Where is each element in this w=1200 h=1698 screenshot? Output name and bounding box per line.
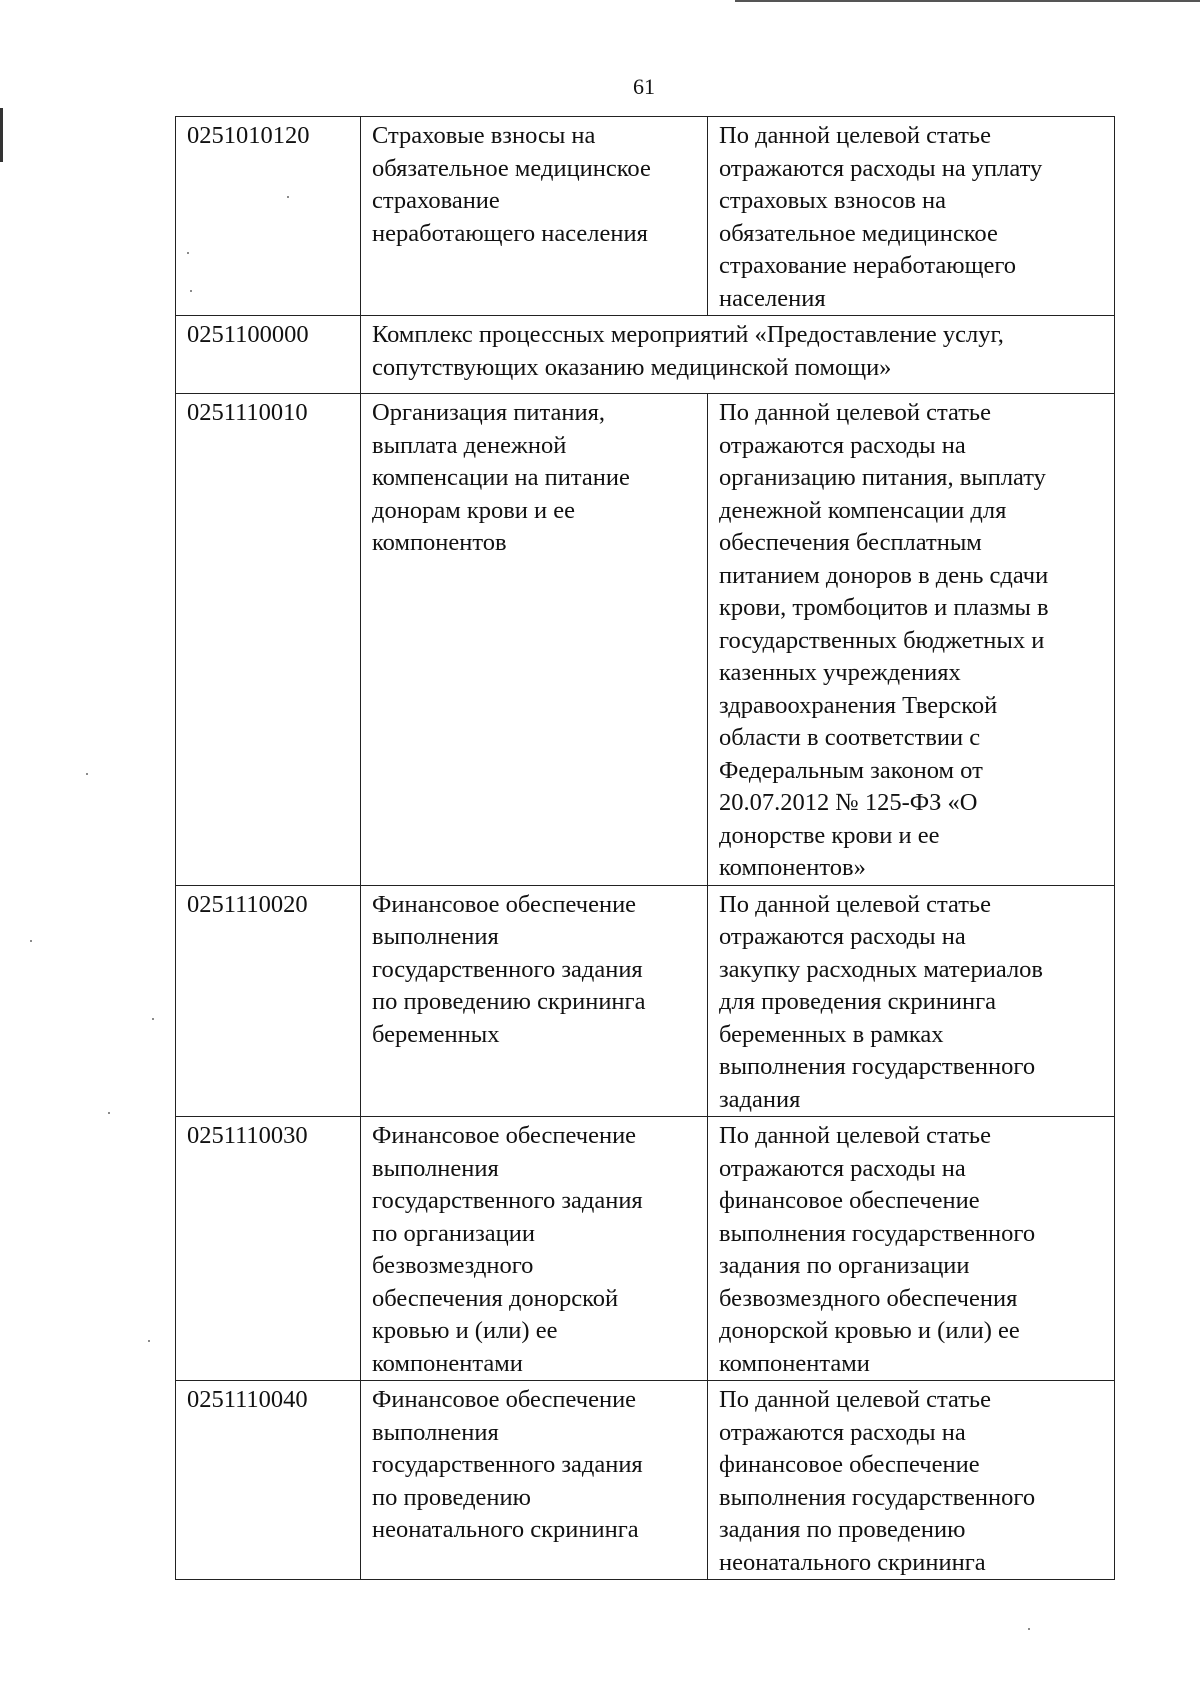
budget-classification-table	[175, 116, 1115, 1580]
target-article-code: 0251110020	[176, 885, 361, 1117]
page-number: 61	[633, 74, 655, 99]
scan-speck	[108, 1112, 110, 1114]
target-article-code: 0251100000	[176, 316, 361, 394]
expense-name: Финансовое обеспечение выполнения государственного задания по проведению неонатального скрининга	[361, 1381, 708, 1580]
section-title: Комплекс процессных мероприятий «Предоставление услуг, сопутствующих оказанию медицинской помощи»	[361, 316, 1115, 394]
scan-speck	[86, 773, 88, 775]
expense-description: По данной целевой статье отражаются расходы на закупку расходных материалов для проведения скрининга беременных в рамках выполнения государственного задания	[708, 885, 1115, 1117]
scan-speck	[148, 1340, 150, 1342]
expense-description: По данной целевой статье отражаются расходы на финансовое обеспечение выполнения государственного задания по организации безвозмездного обеспечения донорской кровью и (или) ее компонентами	[708, 1117, 1115, 1381]
scan-left-edge-mark	[0, 108, 3, 162]
target-article-code: 0251110040	[176, 1381, 361, 1580]
table-row	[176, 1117, 1115, 1381]
scan-speck	[152, 1018, 154, 1020]
target-article-code: 0251110030	[176, 1117, 361, 1381]
scan-speck	[30, 940, 32, 942]
target-article-code: 0251110010	[176, 394, 361, 886]
expense-description: По данной целевой статье отражаются расходы на уплату страховых взносов на обязательное медицинское страхование неработающего населения	[708, 117, 1115, 316]
expense-description: По данной целевой статье отражаются расходы на финансовое обеспечение выполнения государственного задания по проведению неонатального скрининга	[708, 1381, 1115, 1580]
target-article-code: 0251010120	[176, 117, 361, 316]
expense-name: Организация питания, выплата денежной компенсации на питание донорам крови и ее компонентов	[361, 394, 708, 886]
table-row	[176, 1381, 1115, 1580]
expense-name: Страховые взносы на обязательное медицинское страхование неработающего населения	[361, 117, 708, 316]
expense-description: По данной целевой статье отражаются расходы на организацию питания, выплату денежной компенсации для обеспечения бесплатным питанием доноров в день сдачи крови, тромбоцитов и плазмы в государственных бюджетных и казенных учреждениях здравоохранения Тверской области в соответствии с Федеральным законом от 20.07.2012 № 125-ФЗ «О донорстве крови и ее компонентов»	[708, 394, 1115, 886]
scan-top-edge-line	[735, 0, 1200, 2]
table-row	[176, 885, 1115, 1117]
table-row	[176, 117, 1115, 316]
table-row	[176, 394, 1115, 886]
expense-name: Финансовое обеспечение выполнения государственного задания по проведению скрининга беременных	[361, 885, 708, 1117]
section-row	[176, 316, 1115, 394]
expense-name: Финансовое обеспечение выполнения государственного задания по организации безвозмездного обеспечения донорской кровью и (или) ее компонентами	[361, 1117, 708, 1381]
scan-speck	[1028, 1628, 1030, 1630]
